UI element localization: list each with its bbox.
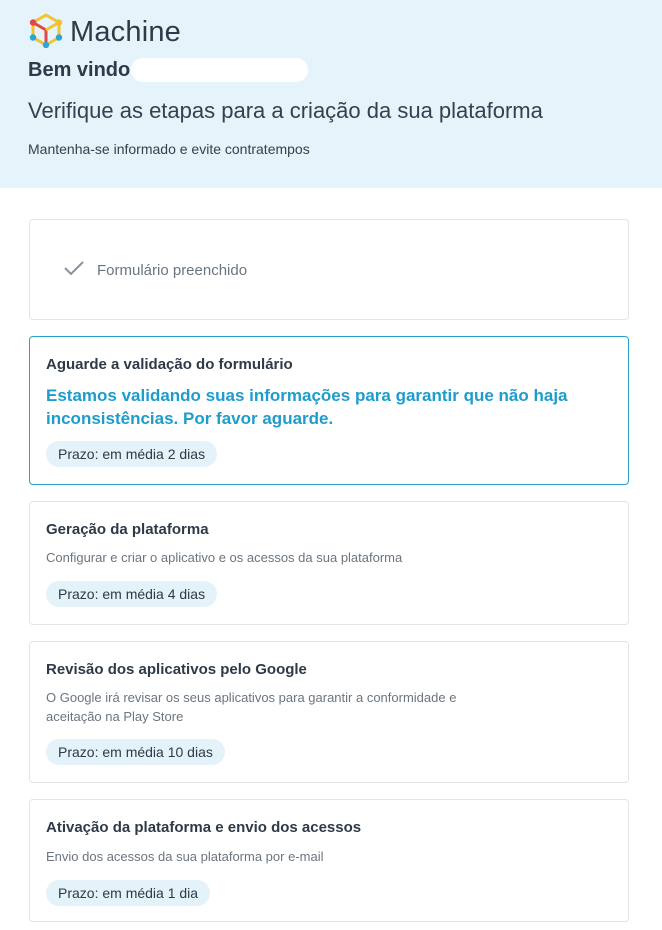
step-description: Envio dos acessos da sua plataforma por e-mail [46, 849, 324, 864]
deadline-badge: Prazo: em média 10 dias [46, 739, 225, 765]
step-card-activation [29, 799, 629, 922]
step-card-form-filled [29, 219, 629, 320]
deadline-badge: Prazo: em média 4 dias [46, 581, 217, 607]
step-title: Geração da plataforma [46, 521, 209, 538]
step-title: Ativação da plataforma e envio dos acessos [46, 819, 362, 836]
step-title: Revisão dos aplicativos pelo Google [46, 661, 307, 678]
welcome-text [28, 57, 308, 83]
deadline-badge: Prazo: em média 1 dia [46, 880, 210, 906]
page-title: Verifique as etapas para a criação da sua plataforma [28, 98, 543, 123]
step-card-google-review [29, 641, 629, 783]
check-icon [63, 260, 85, 281]
step-description: Configurar e criar o aplicativo e os acessos da sua plataforma [46, 550, 403, 565]
step-card-validation [29, 336, 629, 485]
header-banner [0, 0, 662, 188]
step-label: Formulário preenchido [97, 262, 248, 279]
deadline-badge: Prazo: em média 2 dias [46, 441, 217, 467]
welcome-label: Bem vindo [28, 58, 131, 81]
step-description: O Google irá revisar os seus aplicativos para garantir a conformidade e aceitação na Play Store [46, 690, 457, 724]
brand-name: Machine [70, 15, 182, 48]
redacted-username [131, 58, 308, 82]
step-title: Aguarde a validação do formulário [46, 356, 293, 373]
brand-logo[interactable] [28, 14, 181, 50]
step-status-message: Estamos validando suas informações para garantir que não haja inconsistências. Por favor aguarde. [46, 386, 568, 428]
cube-logo-icon [28, 12, 64, 53]
page-subtitle: Mantenha-se informado e evite contratempos [28, 141, 310, 157]
step-card-platform-generation [29, 501, 629, 625]
